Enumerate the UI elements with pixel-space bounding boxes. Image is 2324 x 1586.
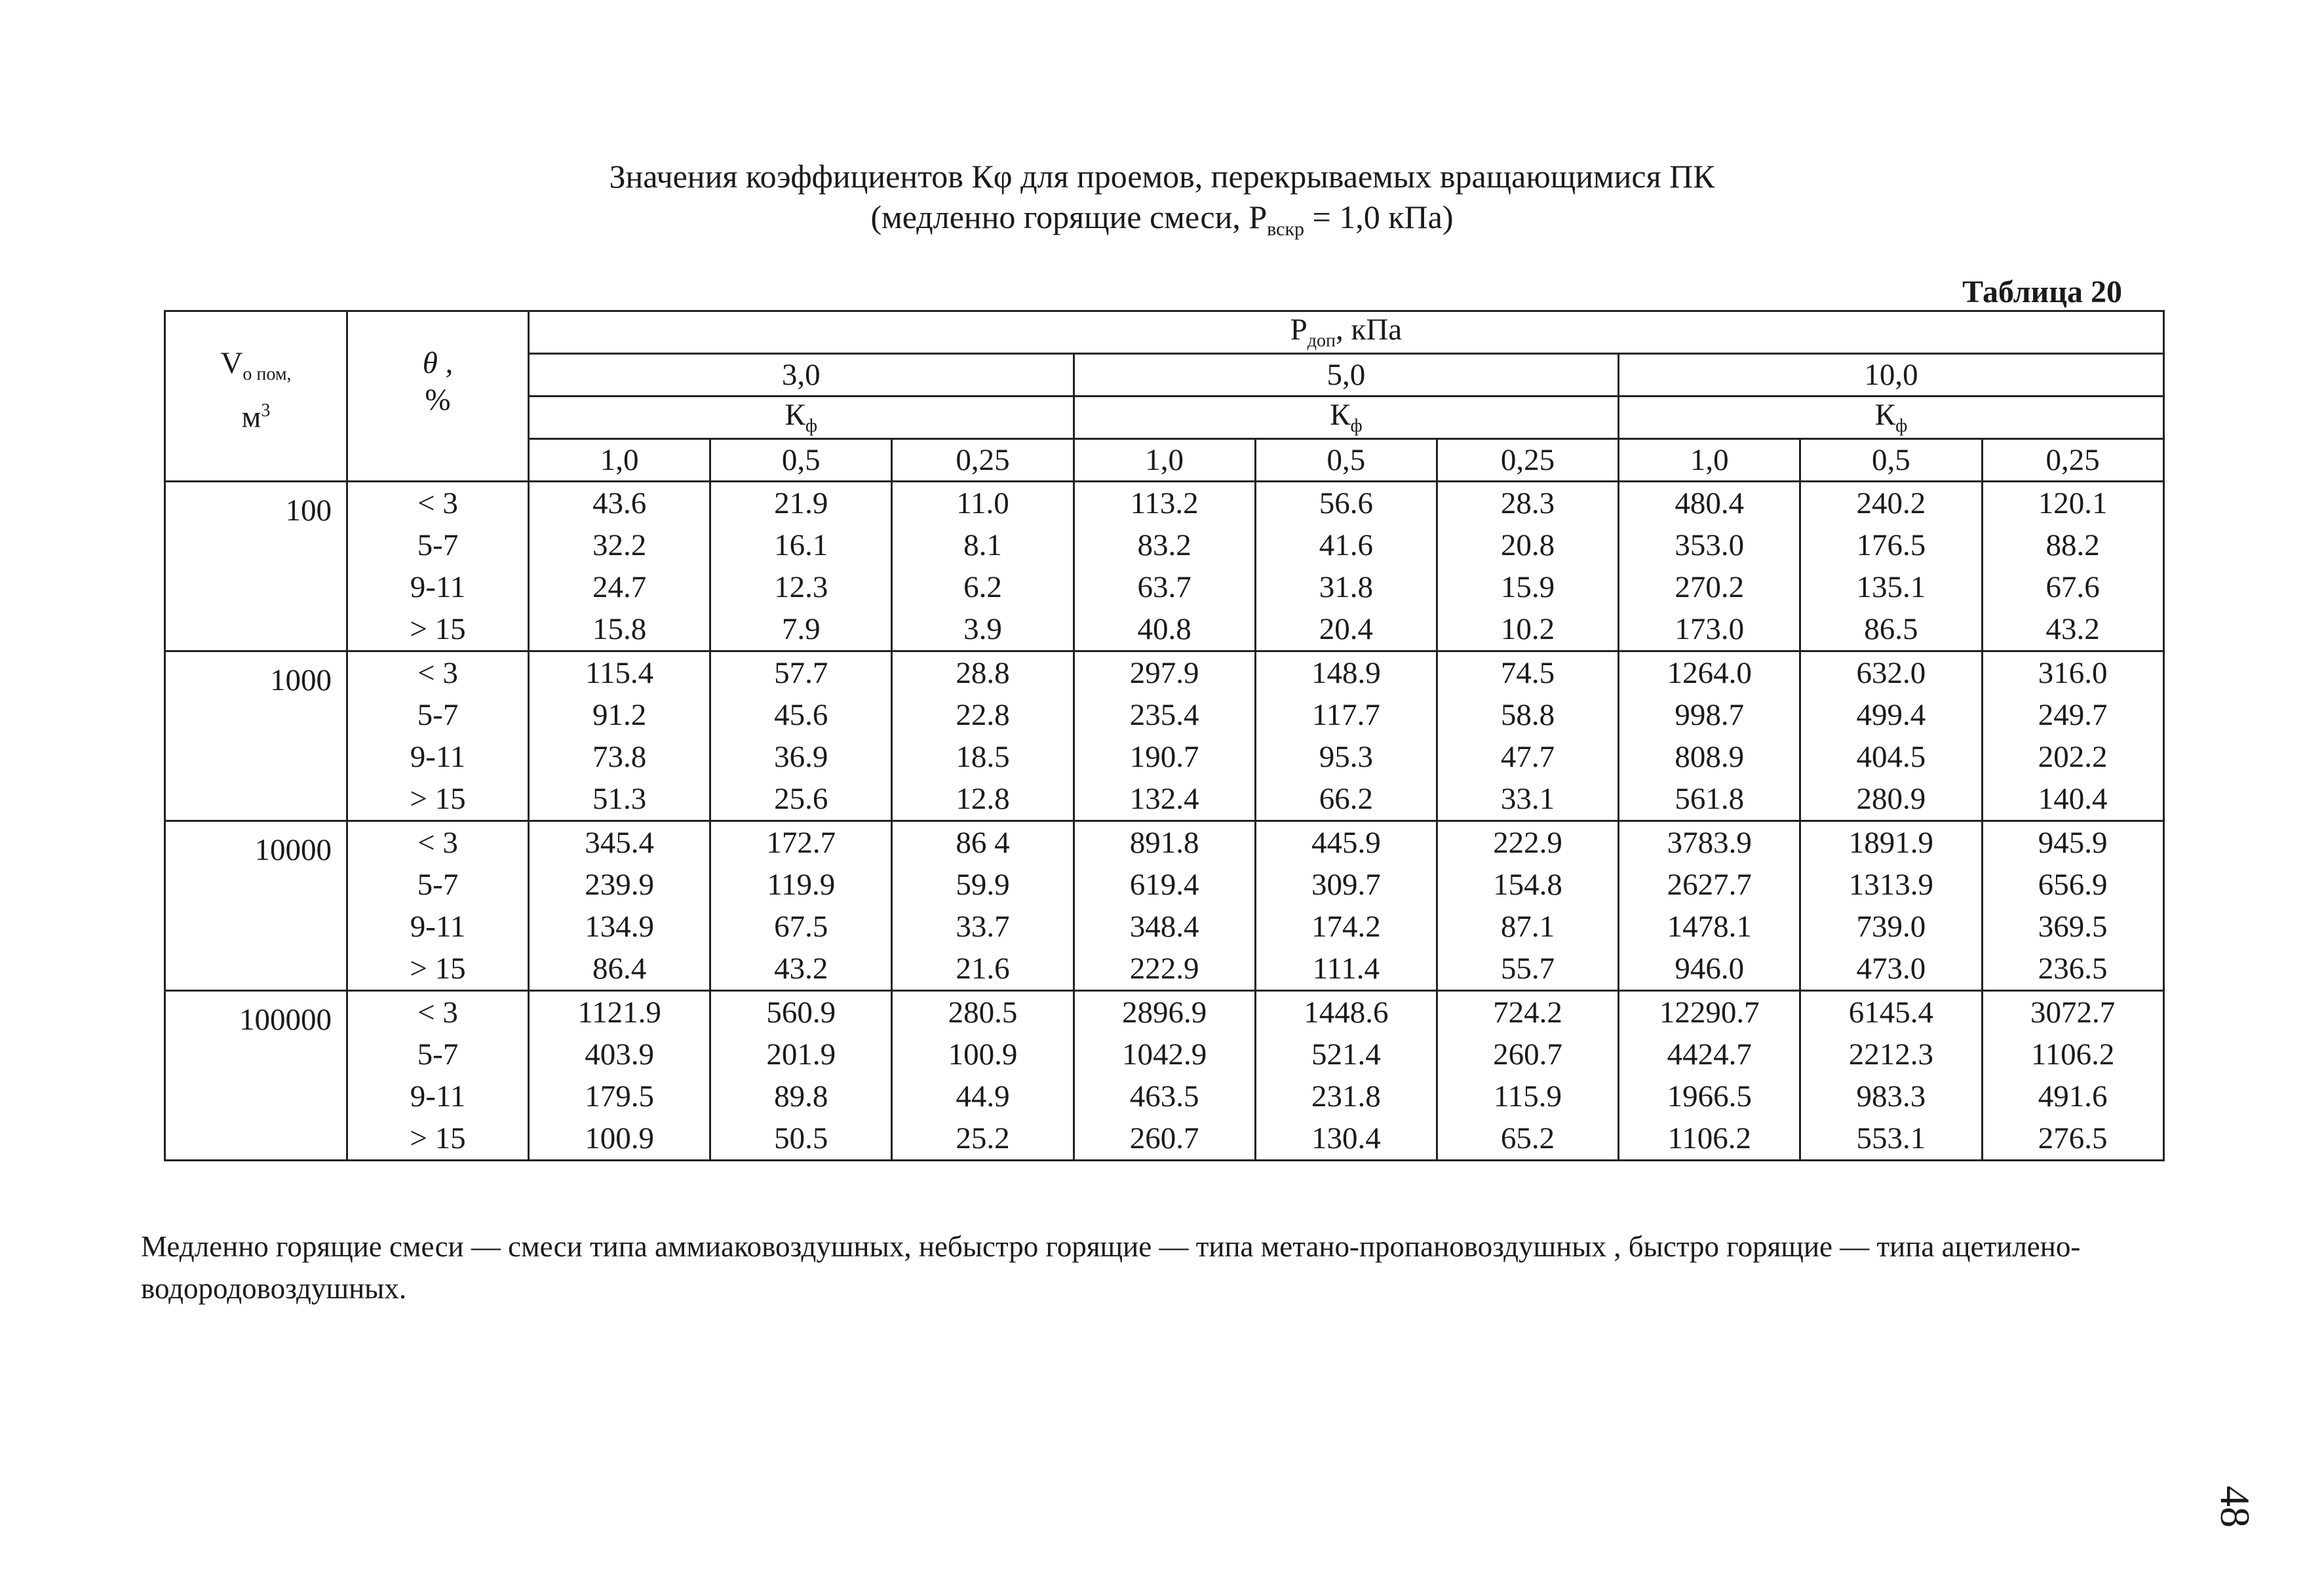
value-cell: 45.6 (710, 694, 892, 736)
value-cell: 41.6 (1255, 524, 1437, 566)
value-cell: 130.4 (1255, 1117, 1437, 1161)
value-cell: 65.2 (1437, 1117, 1618, 1161)
value-cell: 348.4 (1074, 906, 1255, 948)
value-cell: 3072.7 (1982, 991, 2163, 1034)
header-kf-value: 0,25 (892, 439, 1074, 482)
value-cell: 173.0 (1619, 608, 1800, 651)
value-cell: 499.4 (1800, 694, 1982, 736)
value-cell: 249.7 (1982, 694, 2163, 736)
value-cell: 119.9 (710, 864, 892, 906)
table-row (165, 1075, 2164, 1117)
value-cell: 297.9 (1074, 651, 1255, 695)
table-row (165, 736, 2164, 778)
value-cell: 240.2 (1800, 482, 1982, 525)
header-kf-value: 1,0 (1074, 439, 1255, 482)
value-cell: 222.9 (1074, 948, 1255, 991)
value-cell: 945.9 (1982, 821, 2163, 864)
value-cell: 369.5 (1982, 906, 2163, 948)
value-cell: 95.3 (1255, 736, 1437, 778)
value-cell: 404.5 (1800, 736, 1982, 778)
value-cell: 25.6 (710, 778, 892, 821)
value-cell: 86.5 (1800, 608, 1982, 651)
value-cell: 134.9 (529, 906, 710, 948)
value-cell: 491.6 (1982, 1075, 2163, 1117)
value-cell: 473.0 (1800, 948, 1982, 991)
header-volume: $V_{о пом,}$ $м^3$ (165, 311, 347, 482)
value-cell: 28.3 (1437, 482, 1618, 525)
value-cell: 1478.1 (1619, 906, 1800, 948)
value-cell: 18.5 (892, 736, 1074, 778)
value-cell: 113.2 (1074, 482, 1255, 525)
value-cell: 1313.9 (1800, 864, 1982, 906)
header-pressure-3: 3,0 (529, 354, 1074, 396)
value-cell: 55.7 (1437, 948, 1618, 991)
value-cell: 44.9 (892, 1075, 1074, 1117)
value-cell: 25.2 (892, 1117, 1074, 1161)
value-cell: 135.1 (1800, 566, 1982, 608)
value-cell: 16.1 (710, 524, 892, 566)
value-cell: 73.8 (529, 736, 710, 778)
value-cell: 20.8 (1437, 524, 1618, 566)
title-line-1: Значения коэффициентов Кφ для проемов, перекрываемых вращающимися ПК (609, 158, 1715, 195)
volume-cell: 10000 (165, 821, 347, 991)
value-cell: 480.4 (1619, 482, 1800, 525)
value-cell: 316.0 (1982, 651, 2163, 695)
value-cell: 553.1 (1800, 1117, 1982, 1161)
value-cell: 51.3 (529, 778, 710, 821)
value-cell: 33.1 (1437, 778, 1618, 821)
header-kf-value: 0,25 (1437, 439, 1618, 482)
value-cell: 43.2 (710, 948, 892, 991)
value-cell: 50.5 (710, 1117, 892, 1161)
value-cell: 353.0 (1619, 524, 1800, 566)
value-cell: 239.9 (529, 864, 710, 906)
value-cell: 174.2 (1255, 906, 1437, 948)
value-cell: 521.4 (1255, 1034, 1437, 1075)
value-cell: 2896.9 (1074, 991, 1255, 1034)
value-cell: 260.7 (1074, 1117, 1255, 1161)
value-cell: 3.9 (892, 608, 1074, 651)
value-cell: 632.0 (1800, 651, 1982, 695)
value-cell: 280.5 (892, 991, 1074, 1034)
value-cell: 86 4 (892, 821, 1074, 864)
value-cell: 403.9 (529, 1034, 710, 1075)
footnote: Медленно горящие смеси — смеси типа аммиаковоздушных, небыстро горящие — типа метано-пропановоздушных , быстро горящие — типа ацетилено-водородовоздушных. (141, 1230, 2081, 1305)
value-cell: 1891.9 (1800, 821, 1982, 864)
value-cell: 21.9 (710, 482, 892, 525)
value-cell: 190.7 (1074, 736, 1255, 778)
value-cell: 12.3 (710, 566, 892, 608)
value-cell: 270.2 (1619, 566, 1800, 608)
value-cell: 12290.7 (1619, 991, 1800, 1034)
value-cell: 148.9 (1255, 651, 1437, 695)
theta-cell: > 15 (347, 608, 529, 651)
value-cell: 140.4 (1982, 778, 2163, 821)
header-pressure-5: 5,0 (1074, 354, 1619, 396)
value-cell: 998.7 (1619, 694, 1800, 736)
value-cell: 202.2 (1982, 736, 2163, 778)
value-cell: 43.2 (1982, 608, 2163, 651)
value-cell: 560.9 (710, 991, 892, 1034)
value-cell: 21.6 (892, 948, 1074, 991)
value-cell: 100.9 (892, 1034, 1074, 1075)
value-cell: 309.7 (1255, 864, 1437, 906)
value-cell: 63.7 (1074, 566, 1255, 608)
header-theta: θ , % (347, 311, 529, 482)
header-kf-value: 0,5 (1255, 439, 1437, 482)
value-cell: 59.9 (892, 864, 1074, 906)
header-pressure-10: 10,0 (1619, 354, 2164, 396)
value-cell: 47.7 (1437, 736, 1618, 778)
title-line-2-prefix: (медленно горящие смеси, P (870, 199, 1268, 235)
table-row (165, 991, 2164, 1034)
value-cell: 66.2 (1255, 778, 1437, 821)
value-cell: 24.7 (529, 566, 710, 608)
header-kf-value: 1,0 (1619, 439, 1800, 482)
value-cell: 43.6 (529, 482, 710, 525)
value-cell: 74.5 (1437, 651, 1618, 695)
table-header (165, 311, 2164, 482)
volume-cell: 100 (165, 482, 347, 651)
value-cell: 260.7 (1437, 1034, 1618, 1075)
theta-cell: < 3 (347, 821, 529, 864)
value-cell: 235.4 (1074, 694, 1255, 736)
theta-cell: 5-7 (347, 694, 529, 736)
value-cell: 4424.7 (1619, 1034, 1800, 1075)
value-cell: 40.8 (1074, 608, 1255, 651)
value-cell: 1121.9 (529, 991, 710, 1034)
value-cell: 179.5 (529, 1075, 710, 1117)
value-cell: 463.5 (1074, 1075, 1255, 1117)
table-row (165, 778, 2164, 821)
value-cell: 117.7 (1255, 694, 1437, 736)
table-row (165, 524, 2164, 566)
value-cell: 132.4 (1074, 778, 1255, 821)
value-cell: 154.8 (1437, 864, 1618, 906)
value-cell: 1106.2 (1982, 1034, 2163, 1075)
volume-cell: 1000 (165, 651, 347, 821)
value-cell: 11.0 (892, 482, 1074, 525)
header-kf: $К_ф$ (1074, 396, 1619, 439)
volume-cell: 100000 (165, 991, 347, 1161)
value-cell: 8.1 (892, 524, 1074, 566)
value-cell: 31.8 (1255, 566, 1437, 608)
value-cell: 67.5 (710, 906, 892, 948)
theta-cell: 5-7 (347, 524, 529, 566)
value-cell: 1264.0 (1619, 651, 1800, 695)
value-cell: 231.8 (1255, 1075, 1437, 1117)
theta-cell: < 3 (347, 651, 529, 695)
header-kf: $К_ф$ (529, 396, 1074, 439)
table-label: Таблица 20 (1962, 275, 2122, 309)
table-row (165, 864, 2164, 906)
value-cell: 111.4 (1255, 948, 1437, 991)
table-row (165, 948, 2164, 991)
header-kf: $К_ф$ (1619, 396, 2164, 439)
value-cell: 1042.9 (1074, 1034, 1255, 1075)
value-cell: 32.2 (529, 524, 710, 566)
coefficients-table (164, 310, 2165, 1161)
page-title (0, 156, 2324, 250)
table-row (165, 694, 2164, 736)
table-row (165, 482, 2164, 525)
value-cell: 808.9 (1619, 736, 1800, 778)
value-cell: 345.4 (529, 821, 710, 864)
value-cell: 7.9 (710, 608, 892, 651)
theta-cell: 5-7 (347, 1034, 529, 1075)
value-cell: 6145.4 (1800, 991, 1982, 1034)
table-body (165, 482, 2164, 1161)
value-cell: 2627.7 (1619, 864, 1800, 906)
value-cell: 10.2 (1437, 608, 1618, 651)
value-cell: 280.9 (1800, 778, 1982, 821)
table-row (165, 1117, 2164, 1161)
value-cell: 561.8 (1619, 778, 1800, 821)
table-row (165, 566, 2164, 608)
value-cell: 1966.5 (1619, 1075, 1800, 1117)
table-row (165, 608, 2164, 651)
table-row (165, 1034, 2164, 1075)
theta-cell: 9-11 (347, 566, 529, 608)
value-cell: 83.2 (1074, 524, 1255, 566)
value-cell: 172.7 (710, 821, 892, 864)
value-cell: 1448.6 (1255, 991, 1437, 1034)
value-cell: 12.8 (892, 778, 1074, 821)
theta-cell: < 3 (347, 482, 529, 525)
theta-cell: 9-11 (347, 736, 529, 778)
value-cell: 739.0 (1800, 906, 1982, 948)
value-cell: 33.7 (892, 906, 1074, 948)
value-cell: 36.9 (710, 736, 892, 778)
value-cell: 2212.3 (1800, 1034, 1982, 1075)
value-cell: 276.5 (1982, 1117, 2163, 1161)
theta-cell: > 15 (347, 948, 529, 991)
theta-cell: 9-11 (347, 1075, 529, 1117)
table-row (165, 651, 2164, 695)
value-cell: 15.9 (1437, 566, 1618, 608)
value-cell: 222.9 (1437, 821, 1618, 864)
value-cell: 22.8 (892, 694, 1074, 736)
value-cell: 3783.9 (1619, 821, 1800, 864)
value-cell: 115.9 (1437, 1075, 1618, 1117)
theta-cell: > 15 (347, 1117, 529, 1161)
theta-cell: 5-7 (347, 864, 529, 906)
page-number: 48 (2212, 1486, 2258, 1528)
value-cell: 86.4 (529, 948, 710, 991)
header-pressure: $Р_{доп}$, кПа (529, 311, 2164, 354)
value-cell: 91.2 (529, 694, 710, 736)
value-cell: 115.4 (529, 651, 710, 695)
value-cell: 946.0 (1619, 948, 1800, 991)
value-cell: 56.6 (1255, 482, 1437, 525)
value-cell: 20.4 (1255, 608, 1437, 651)
value-cell: 120.1 (1982, 482, 2163, 525)
value-cell: 58.8 (1437, 694, 1618, 736)
header-kf-value: 0,5 (710, 439, 892, 482)
value-cell: 67.6 (1982, 566, 2163, 608)
header-kf-value: 0,25 (1982, 439, 2163, 482)
value-cell: 15.8 (529, 608, 710, 651)
table-row (165, 821, 2164, 864)
value-cell: 89.8 (710, 1075, 892, 1117)
value-cell: 619.4 (1074, 864, 1255, 906)
theta-cell: 9-11 (347, 906, 529, 948)
value-cell: 724.2 (1437, 991, 1618, 1034)
value-cell: 6.2 (892, 566, 1074, 608)
value-cell: 656.9 (1982, 864, 2163, 906)
value-cell: 236.5 (1982, 948, 2163, 991)
value-cell: 88.2 (1982, 524, 2163, 566)
value-cell: 28.8 (892, 651, 1074, 695)
value-cell: 176.5 (1800, 524, 1982, 566)
value-cell: 983.3 (1800, 1075, 1982, 1117)
theta-cell: > 15 (347, 778, 529, 821)
table-row (165, 906, 2164, 948)
title-line-2-suffix: = 1,0 кПа) (1304, 199, 1454, 235)
title-line-2 (0, 197, 2324, 250)
value-cell: 201.9 (710, 1034, 892, 1075)
value-cell: 445.9 (1255, 821, 1437, 864)
title-line-2-sub: вскр (1267, 218, 1305, 240)
value-cell: 57.7 (710, 651, 892, 695)
theta-cell: < 3 (347, 991, 529, 1034)
header-kf-value: 0,5 (1800, 439, 1982, 482)
value-cell: 87.1 (1437, 906, 1618, 948)
value-cell: 891.8 (1074, 821, 1255, 864)
value-cell: 100.9 (529, 1117, 710, 1161)
value-cell: 1106.2 (1619, 1117, 1800, 1161)
header-kf-value: 1,0 (529, 439, 710, 482)
